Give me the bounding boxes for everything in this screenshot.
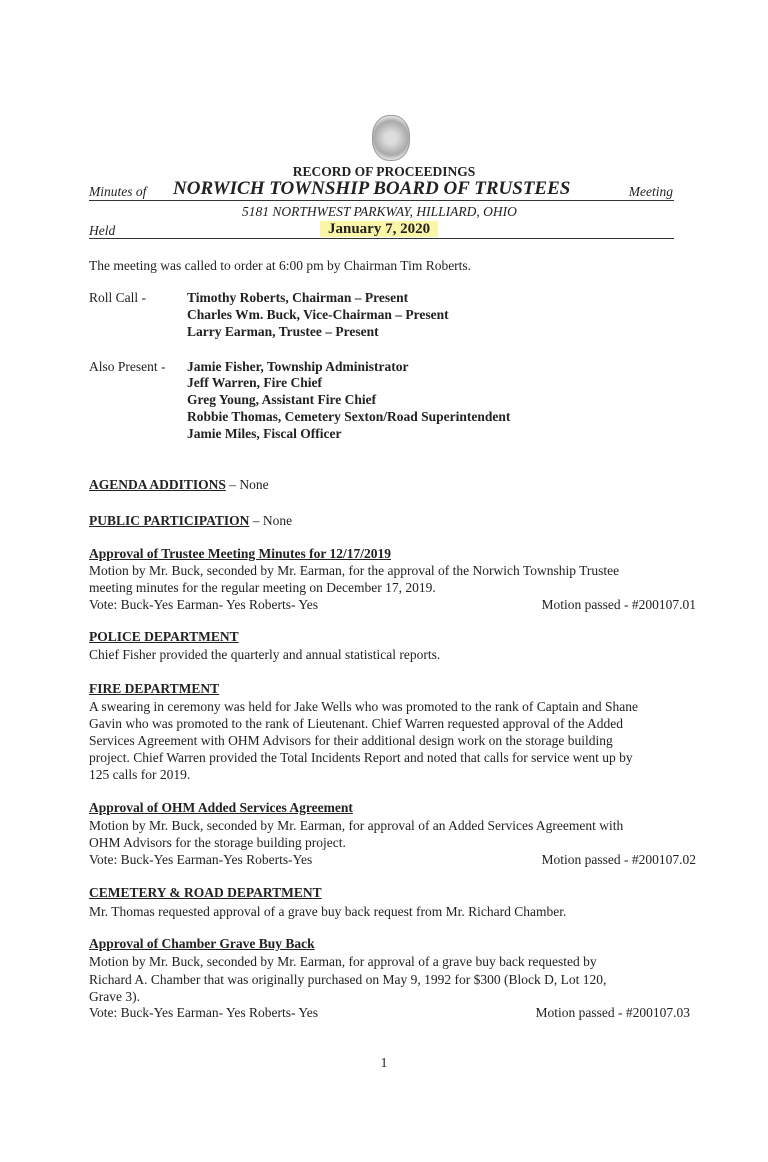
minutes-of-label: Minutes of bbox=[89, 184, 147, 199]
held-label: Held bbox=[89, 223, 116, 238]
body-line: Mr. Thomas requested approval of a grave buy back request from Mr. Richard Chamber. bbox=[89, 904, 567, 919]
body-line: 125 calls for 2019. bbox=[89, 767, 191, 782]
body-line: Motion by Mr. Buck, seconded by Mr. Earman, for approval of a grave buy back requested by bbox=[89, 954, 597, 969]
vote-line: Vote: Buck-Yes Earman- Yes Roberts- Yes bbox=[89, 597, 319, 612]
roll-call-name: Larry Earman, Trustee – Present bbox=[187, 324, 379, 339]
body-line: Motion by Mr. Buck, seconded by Mr. Earman, for the approval of the Norwich Township Trustee bbox=[89, 563, 620, 578]
ohm-heading: Approval of OHM Added Services Agreement bbox=[89, 800, 353, 815]
roll-call-label: Roll Call - bbox=[89, 290, 146, 305]
motion-result: Motion passed - #200107.01 bbox=[541, 597, 696, 612]
body-line: Richard A. Chamber that was originally purchased on May 9, 1992 for $300 (Block D, Lot 120, bbox=[89, 972, 607, 987]
page-number: 1 bbox=[380, 1055, 388, 1070]
also-present-label: Also Present - bbox=[89, 359, 166, 374]
attendee: Jamie Fisher, Township Administrator bbox=[187, 359, 409, 374]
body-line: A swearing in ceremony was held for Jake Wells who was promoted to the rank of Captain and Shane bbox=[89, 699, 639, 714]
motion-result: Motion passed - #200107.02 bbox=[541, 852, 696, 867]
record-heading: RECORD OF PROCEEDINGS bbox=[292, 164, 476, 179]
title-rule bbox=[89, 200, 674, 201]
attendee: Jamie Miles, Fiscal Officer bbox=[187, 426, 342, 441]
board-title: NORWICH TOWNSHIP BOARD OF TRUSTEES bbox=[173, 178, 571, 199]
agenda-section: AGENDA ADDITIONS – None bbox=[89, 477, 269, 492]
minutes-approval-heading: Approval of Trustee Meeting Minutes for 12/17/2019 bbox=[89, 546, 391, 561]
vote-line: Vote: Buck-Yes Earman-Yes Roberts-Yes bbox=[89, 852, 313, 867]
cemetery-heading: CEMETERY & ROAD DEPARTMENT bbox=[89, 885, 322, 900]
roll-call-name: Timothy Roberts, Chairman – Present bbox=[187, 290, 409, 305]
body-line: meeting minutes for the regular meeting on December 17, 2019. bbox=[89, 580, 436, 595]
body-line: Grave 3). bbox=[89, 989, 140, 1004]
intro-text: The meeting was called to order at 6:00 pm by Chairman Tim Roberts. bbox=[89, 258, 472, 273]
chamber-heading: Approval of Chamber Grave Buy Back bbox=[89, 936, 315, 951]
township-seal bbox=[372, 115, 410, 161]
attendee: Greg Young, Assistant Fire Chief bbox=[187, 392, 377, 407]
body-line: Motion by Mr. Buck, seconded by Mr. Earman, for approval of an Added Services Agreement with bbox=[89, 818, 624, 833]
body-line: project. Chief Warren provided the Total Incidents Report and noted that calls for service went up by bbox=[89, 750, 633, 765]
public-section: PUBLIC PARTICIPATION – None bbox=[89, 513, 293, 528]
address: 5181 NORTHWEST PARKWAY, HILLIARD, OHIO bbox=[242, 204, 517, 219]
attendee: Jeff Warren, Fire Chief bbox=[187, 375, 322, 390]
held-rule bbox=[89, 238, 674, 239]
body-line: Chief Fisher provided the quarterly and annual statistical reports. bbox=[89, 647, 441, 662]
body-line: OHM Advisors for the storage building project. bbox=[89, 835, 346, 850]
motion-result: Motion passed - #200107.03 bbox=[535, 1005, 690, 1020]
body-line: Gavin who was promoted to the rank of Lieutenant. Chief Warren requested approval of the Added bbox=[89, 716, 624, 731]
body-line: Services Agreement with OHM Advisors for their additional design work on the storage building bbox=[89, 733, 613, 748]
attendee: Robbie Thomas, Cemetery Sexton/Road Superintendent bbox=[187, 409, 511, 424]
vote-line: Vote: Buck-Yes Earman- Yes Roberts- Yes bbox=[89, 1005, 319, 1020]
police-heading: POLICE DEPARTMENT bbox=[89, 629, 239, 644]
meeting-date: January 7, 2020 bbox=[320, 221, 438, 238]
meeting-label: Meeting bbox=[628, 184, 673, 199]
roll-call-name: Charles Wm. Buck, Vice-Chairman – Present bbox=[187, 307, 449, 322]
fire-heading: FIRE DEPARTMENT bbox=[89, 681, 220, 696]
